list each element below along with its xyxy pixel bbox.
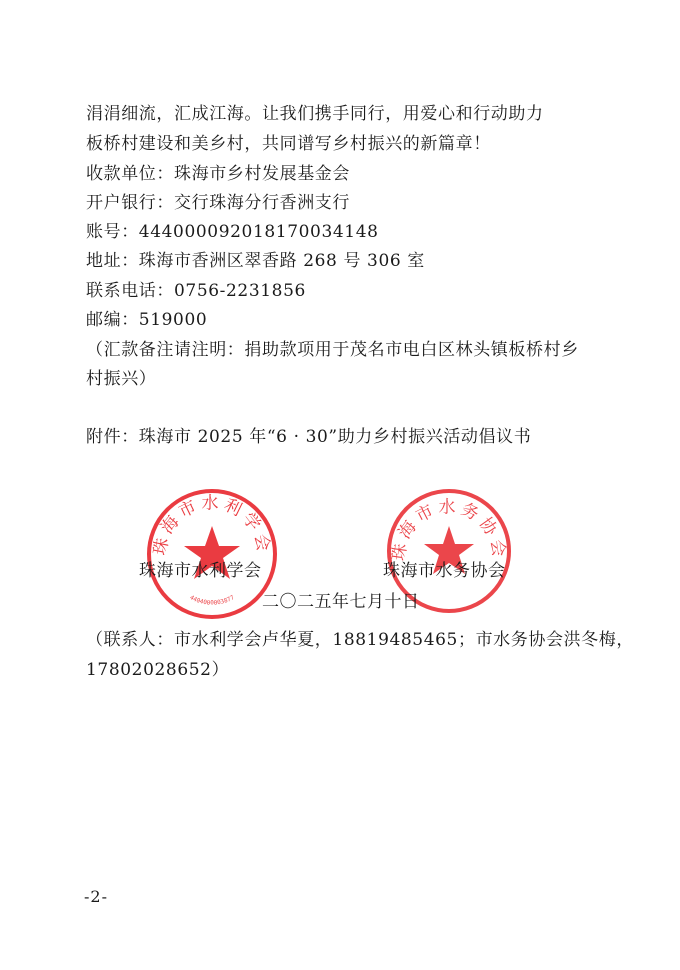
account-line: 账号：444000092018170034148: [86, 222, 379, 242]
signature-right: 珠海市水务协会: [383, 561, 506, 581]
signature-left: 珠海市水利学会: [139, 561, 262, 581]
svg-text:4404000003877: [189, 594, 236, 607]
remark-line-2: 村振兴）: [86, 369, 157, 389]
phone-line: 联系电话：0756-2231856: [86, 281, 306, 301]
right-seal-text: 珠海市水务协会: [389, 497, 509, 562]
contact-line-1: （联系人：市水利学会卢华夏，18819485465；市水务协会洪冬梅，: [86, 630, 634, 650]
signature-date: 二〇二五年七月十日: [262, 592, 420, 612]
body-line-1: 涓涓细流，汇成江海。让我们携手同行，用爱心和行动助力: [86, 104, 544, 124]
page-number: -2-: [84, 887, 108, 906]
postcode-line: 邮编：519000: [86, 310, 208, 330]
bank-line: 开户银行：交行珠海分行香洲支行: [86, 193, 350, 213]
payee-line: 收款单位：珠海市乡村发展基金会: [86, 164, 350, 184]
attachment-line: 附件：珠海市 2025 年“6 · 30”助力乡村振兴活动倡议书: [86, 427, 532, 447]
left-seal-code: 4404000003877: [188, 594, 236, 607]
body-line-2: 板桥村建设和美乡村，共同谱写乡村振兴的新篇章！: [86, 134, 491, 154]
left-official-seal: [144, 486, 280, 622]
left-seal-text: 珠海市水利学会: [150, 493, 274, 557]
address-line: 地址：珠海市香洲区翠香路 268 号 306 室: [86, 251, 425, 271]
remark-line-1: （汇款备注请注明：捐助款项用于茂名市电白区林头镇板桥村乡: [86, 340, 579, 360]
contact-line-2: 17802028652）: [86, 660, 230, 680]
